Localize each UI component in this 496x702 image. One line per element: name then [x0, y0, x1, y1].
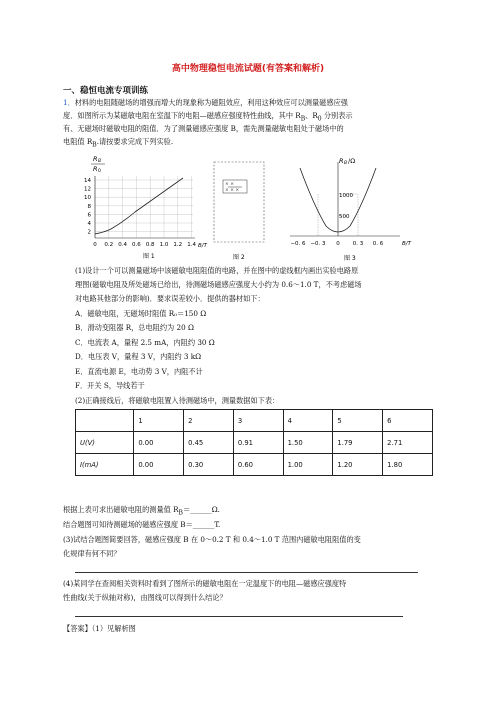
fig1-xtick: 1.2 — [173, 242, 183, 248]
part1-item-b: B．滑动变阻器 R，总电阻约为 20 Ω — [75, 323, 194, 332]
fig1-ytick: 10 — [84, 195, 91, 202]
fig3-xtick: 0. 3 — [352, 241, 364, 247]
part1-item-f: F．开关 S，导线若干 — [75, 381, 145, 390]
fig1-xtick: 0.2 — [104, 242, 114, 248]
page-title: 高中物理稳恒电流试题(有答案和解析) — [171, 64, 325, 74]
fig1-caption: 图 1 — [143, 253, 155, 260]
after-line-3: (3)试结合题图简要回答，磁感应强度 B 在 0～0.2 T 和 0.4～1.0 T 范围内磁敏电阻阻值的变 — [63, 535, 361, 544]
svg-text:B: B — [98, 159, 102, 164]
q1-line-2: 度．如图所示为某磁敏电阻在室温下的电阻—磁感应强度特性曲线，其中 $R_B$、$R_0$ 分别表示 — [63, 111, 353, 123]
svg-text:B: B — [344, 161, 348, 166]
table-header-row: 1 2 3 4 5 6 — [76, 410, 433, 432]
q1-line-4: 电阻值 $R_B$.请按要求完成下列实验. — [63, 137, 174, 149]
answer-line-2 — [75, 616, 403, 617]
after-line-6: 性曲线(关于纵轴对称)，由图线可以得到什么结论？ — [63, 593, 227, 602]
svg-text:× ×: × × — [225, 182, 234, 187]
figure-1-graph — [75, 152, 215, 267]
fig1-ylabel-bottom: R — [93, 165, 98, 173]
answer-line-1 — [75, 572, 418, 573]
fig1-xtick: 0.6 — [132, 242, 141, 248]
measurement-table — [75, 409, 433, 476]
part1-item-c: C．电流表 A，量程 2.5 mA，内阻约 30 Ω — [75, 338, 215, 347]
part1-item-e: E．直流电源 E，电动势 3 V，内阻不计 — [75, 367, 203, 376]
part1-line-2: 理图(磁敏电阻及所处磁场已给出，待测磁场磁感应强度大小约为 0.6～1.0 T，不考虑磁场 — [75, 280, 362, 289]
after-line-2: 结合题图可知待测磁场的磁感应强度 B＝______T. — [63, 520, 221, 529]
fig3-xtick: 0 — [336, 241, 340, 247]
fig1-grid — [95, 176, 193, 238]
answer-label: 【答案】（1）见解析图 — [63, 624, 136, 633]
fig1-ytick: 2 — [87, 229, 91, 236]
fig3-ytick-1000: 1000 — [339, 193, 353, 199]
fig3-xtick: −0. 3 — [310, 241, 326, 247]
q1-line-3: 有、无磁场时磁敏电阻的阻值．为了测量磁感应强度 B，需先测量磁敏电阻处于磁场中的 — [63, 124, 344, 133]
figure-2-box — [208, 158, 276, 266]
table-row: U(V) 0.00 0.45 0.91 1.50 1.79 2.71 — [76, 432, 433, 454]
fig1-xtick: 0.8 — [145, 242, 155, 248]
fig1-ylabel-top: R — [93, 155, 98, 163]
fig3-ytick-500: 500 — [339, 214, 350, 220]
after-line-4: 化规律有何不同？ — [63, 549, 121, 558]
svg-text:0: 0 — [98, 169, 101, 174]
fig1-xtick: 0.4 — [118, 242, 127, 248]
fig2-dashed-frame — [214, 162, 264, 242]
q1-line-1: 1．材料的电阻随磁场的增强而增大的现象称为磁阻效应，利用这种效应可以测量磁感应强 — [63, 98, 348, 107]
fig1-ytick: 6 — [87, 212, 91, 219]
part2-line-1: (2)正确接线后，将磁敏电阻置入待测磁场中，测量数据如下表： — [75, 396, 280, 405]
question-number: 1． — [63, 98, 75, 107]
svg-text:× × ×: × × × — [225, 188, 240, 193]
part1-line-1: (1)设计一个可以测量磁场中该磁敏电阻阻值的电路，并在图中的虚线框内画出实验电路原 — [75, 266, 359, 275]
fig3-ylabel: R — [339, 157, 344, 165]
fig1-xtick: 0 — [93, 242, 97, 248]
fig1-ytick: 4 — [87, 221, 91, 227]
fig2-caption: 图 2 — [233, 254, 245, 261]
fig1-ytick: 8 — [87, 203, 91, 210]
after-line-5: (4)某同学在查阅相关资料时看到了图所示的磁敏电阻在一定温度下的电阻—磁感应强度特 — [63, 579, 347, 588]
fig3-xtick: 0. 6 — [372, 241, 384, 247]
section-heading: 一、稳恒电流专项训练 — [63, 86, 149, 96]
fig1-xunit: B/T — [198, 243, 207, 249]
figure-3-graph — [288, 154, 426, 266]
part1-line-3: 对电路其他部分的影响)．要求误差较小．提供的器材如下： — [75, 294, 265, 303]
fig1-xtick: 1.4 — [187, 242, 196, 248]
table-row: I(mA) 0.00 0.30 0.60 1.00 1.20 1.80 — [76, 454, 433, 476]
fig3-xtick: −0. 6 — [290, 241, 306, 247]
part1-item-d: D．电压表 V，量程 3 V，内阻约 3 kΩ — [75, 352, 202, 361]
after-line-1: 根据上表可求出磁敏电阻的测量值 $R_B=\_\_\_\_\_\_\Omega$. — [63, 505, 220, 517]
fig1-ytick: 14 — [84, 178, 91, 184]
fig3-caption: 图 3 — [344, 255, 356, 262]
fig1-ytick: 12 — [84, 186, 91, 193]
fig3-xunit: B/T — [402, 241, 411, 247]
svg-text:/Ω: /Ω — [348, 157, 356, 165]
fig1-xtick: 1.0 — [159, 242, 169, 248]
part1-item-a: A．磁敏电阻，无磁场时阻值 R₀＝150 Ω — [75, 309, 207, 318]
